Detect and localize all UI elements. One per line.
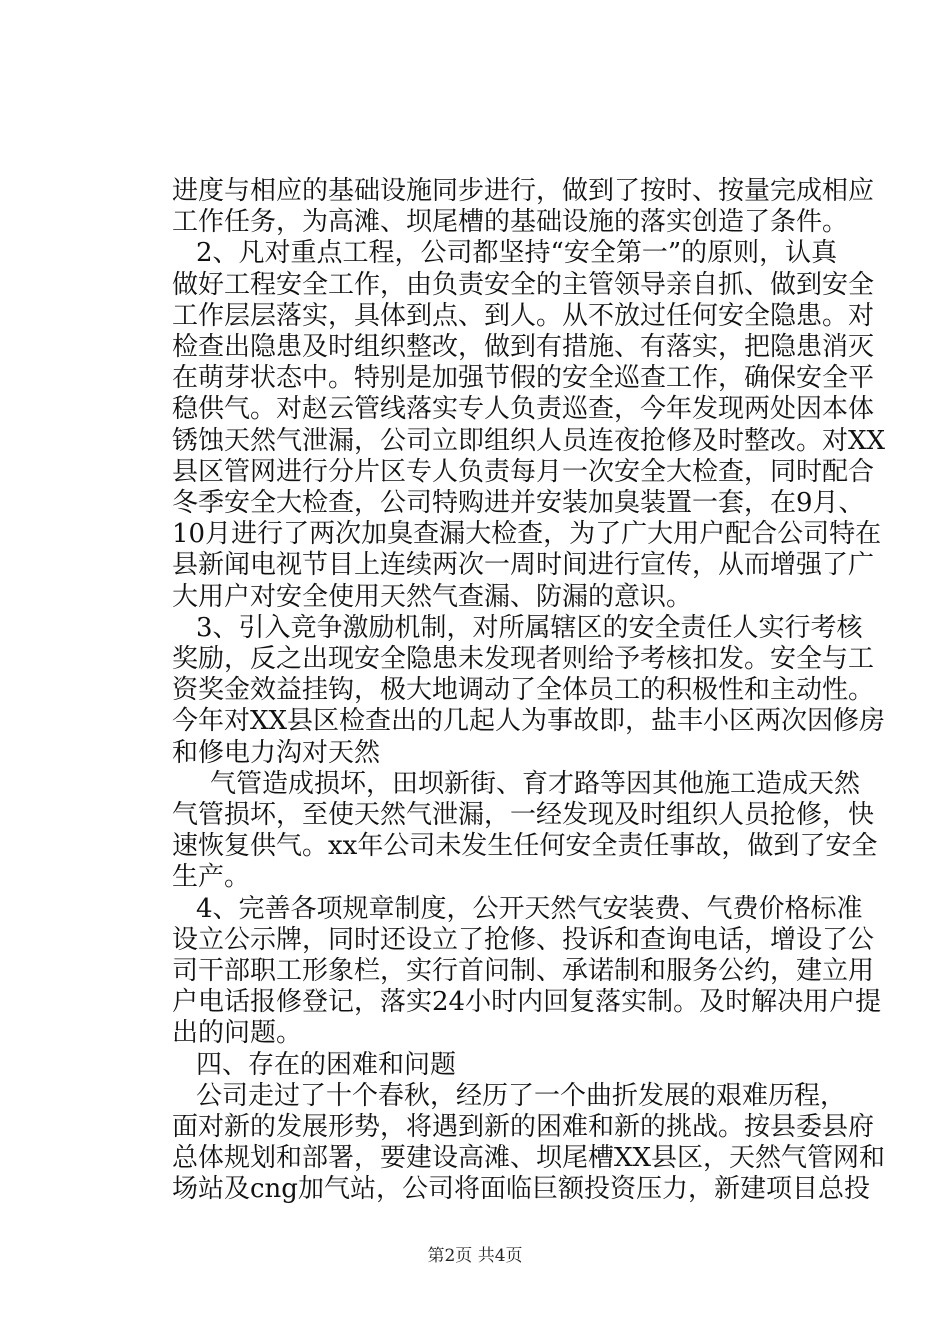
text-line-15: 3、引入竞争激励机制，对所属辖区的安全责任人实行考核 xyxy=(196,612,863,643)
page-footer: 第2页 共4页 xyxy=(427,1246,523,1266)
text-line-12: 10月进行了两次加臭查漏大检查，为了广大用户配合公司特在 xyxy=(172,519,882,550)
text-line-24: 4、完善各项规章制度，公开天然气安装费、气费价格标准 xyxy=(196,893,863,924)
text-line-28: 出的问题。 xyxy=(172,1018,303,1049)
text-line-13: 县新闻电视节目上连续两次一周时间进行宣传，从而增强了广 xyxy=(172,550,875,581)
text-line-16: 奖励，反之出现安全隐患未发现者则给予考核扣发。安全与工 xyxy=(172,644,875,674)
text-line-27: 户电话报修登记，落实24小时内回复落实制。及时解决用户提 xyxy=(172,987,882,1018)
text-line-29: 四、存在的困难和问题 xyxy=(196,1049,457,1080)
text-line-3: 2、凡对重点工程，公司都坚持“安全第一”的原则，认真 xyxy=(196,238,838,269)
text-line-30: 公司走过了十个春秋，经历了一个曲折发展的艰难历程， xyxy=(196,1080,847,1111)
text-line-1: 进度与相应的基础设施同步进行，做到了按时、按量完成相应 xyxy=(172,176,875,206)
text-line-23: 生产。 xyxy=(172,862,251,893)
text-line-22: 速恢复供气。xx年公司未发生任何安全责任事故，做到了安全 xyxy=(172,831,878,862)
text-line-9: 锈蚀天然气泄漏，公司立即组织人员连夜抢修及时整改。对XX xyxy=(172,425,886,456)
text-line-14: 大用户对安全使用天然气查漏、防漏的意识。 xyxy=(172,581,693,612)
text-line-31: 面对新的发展形势，将遇到新的困难和新的挑战。按县委县府 xyxy=(172,1112,875,1142)
text-line-21: 气管损坏，至使天然气泄漏，一经发现及时组织人员抢修，快 xyxy=(172,800,875,830)
text-line-26: 司干部职工形象栏，实行首问制、承诺制和服务公约，建立用 xyxy=(172,956,875,986)
text-line-25: 设立公示牌，同时还设立了抢修、投诉和查询电话，增设了公 xyxy=(172,924,875,955)
text-line-4: 做好工程安全工作，由负责安全的主管领导亲自抓、做到安全 xyxy=(172,269,875,300)
text-line-18: 今年对XX县区检查出的几起人为事故即，盐丰小区两次因修房 xyxy=(172,706,886,737)
text-line-2: 工作任务，为高滩、坝尾槽的基础设施的落实创造了条件。 xyxy=(172,207,849,238)
text-line-17: 资奖金效益挂钩，极大地调动了全体员工的积极性和主动性。 xyxy=(172,675,875,706)
text-line-10: 县区管网进行分片区专人负责每月一次安全大检查，同时配合 xyxy=(172,456,875,487)
text-line-7: 在萌芽状态中。特别是加强节假的安全巡查工作，确保安全平 xyxy=(172,363,875,394)
text-line-6: 检查出隐患及时组织整改，做到有措施、有落实，把隐患消灭 xyxy=(172,332,875,362)
text-line-11: 冬季安全大检查，公司特购进并安装加臭装置一套，在9月、 xyxy=(172,488,865,518)
text-line-5: 工作层层落实，具体到点、到人。从不放过任何安全隐患。对 xyxy=(172,300,875,331)
text-line-19: 和修电力沟对天然 xyxy=(172,737,381,768)
text-line-8: 稳供气。对赵云管线落实专人负责巡查，今年发现两处因本体 xyxy=(172,394,875,425)
text-line-33: 场站及cng加气站，公司将面临巨额投资压力，新建项目总投 xyxy=(172,1174,870,1205)
text-line-32: 总体规划和部署，要建设高滩、坝尾槽XX县区，天然气管网和 xyxy=(172,1143,886,1174)
text-line-20: 气管造成损坏，田坝新街、育才路等因其他施工造成天然 xyxy=(210,768,861,799)
